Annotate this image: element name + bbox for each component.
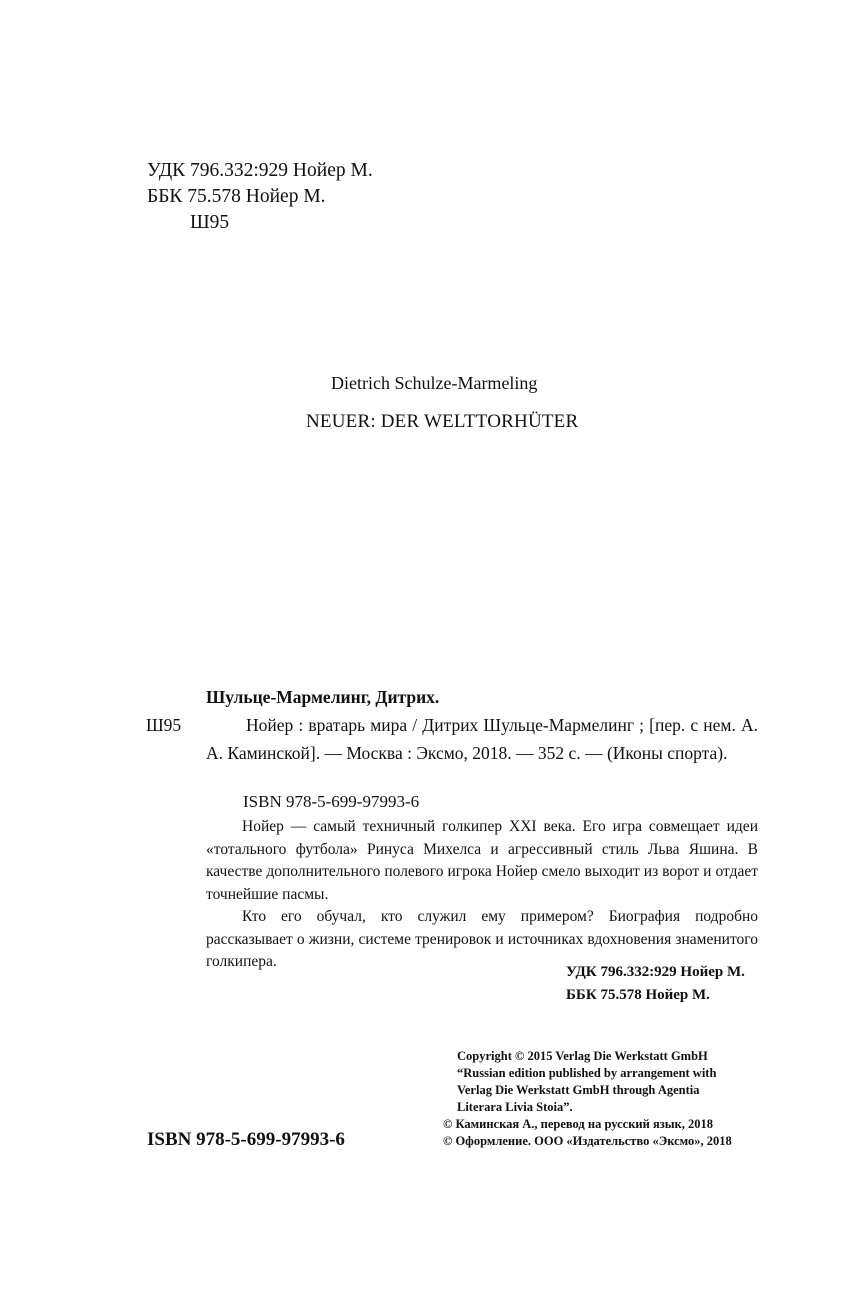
bibliographic-description: Нойер : вратарь мира / Дитрих Шульце-Мармелинг ; [пер. с нем. А. А. Каминской]. — Москва : Эксмо, 2018. — 352 с. — (Иконы спорта). [206,715,758,763]
isbn-bottom: ISBN 978-5-699-97993-6 [147,1129,345,1150]
bibliographic-heading: Шульце-Мармелинг, Дитрих. [206,687,440,707]
copyright-line: Literara Livia Stoia”. [457,1100,573,1114]
bibliographic-record [146,683,758,767]
udk-header: УДК 796.332:929 Нойер М. [147,160,373,181]
original-title: NEUER: DER WELTTORHÜTER [306,411,579,432]
original-author: Dietrich Schulze-Marmeling [331,373,538,393]
annotation-paragraph: Нойер — самый техничный голкипер XXI века. Его игра совмещает идеи «тотального футбола» Ринуса Михелса и агрессивный стиль Льва Яшина. В качестве дополнительного полевого игрока Нойер смело выходит из ворот и отдает точнейшие пасмы. [206,818,758,903]
author-code-header: Ш95 [190,212,230,233]
index-udk: УДК 796.332:929 Нойер М. [566,964,745,980]
copyright-line: © Оформление. ООО «Издательство «Эксмо», 2018 [443,1134,732,1148]
index-block [566,961,745,1007]
bbk-header: ББК 75.578 Нойер М. [147,186,326,207]
annotation-paragraph: Кто его обучал, кто служил ему примером? Биография подробно рассказывает о жизни, системе тренировок и источниках вдохновения знаменитого голкипера. [206,908,758,970]
copyright-line: © Каминская А., перевод на русский язык, 2018 [443,1117,713,1131]
index-bbk: ББК 75.578 Нойер М. [566,987,710,1003]
copyright-line: Verlag Die Werkstatt GmbH through Agentia [457,1083,700,1097]
copyright-line: “Russian edition published by arrangement with [457,1066,717,1080]
isbn-record: ISBN 978-5-699-97993-6 [243,792,420,811]
copyright-line: Copyright © 2015 Verlag Die Werkstatt GmbH [457,1049,708,1063]
annotation [206,816,758,974]
bibliographic-author-code: Ш95 [146,715,182,735]
copyright-block [443,1048,732,1150]
